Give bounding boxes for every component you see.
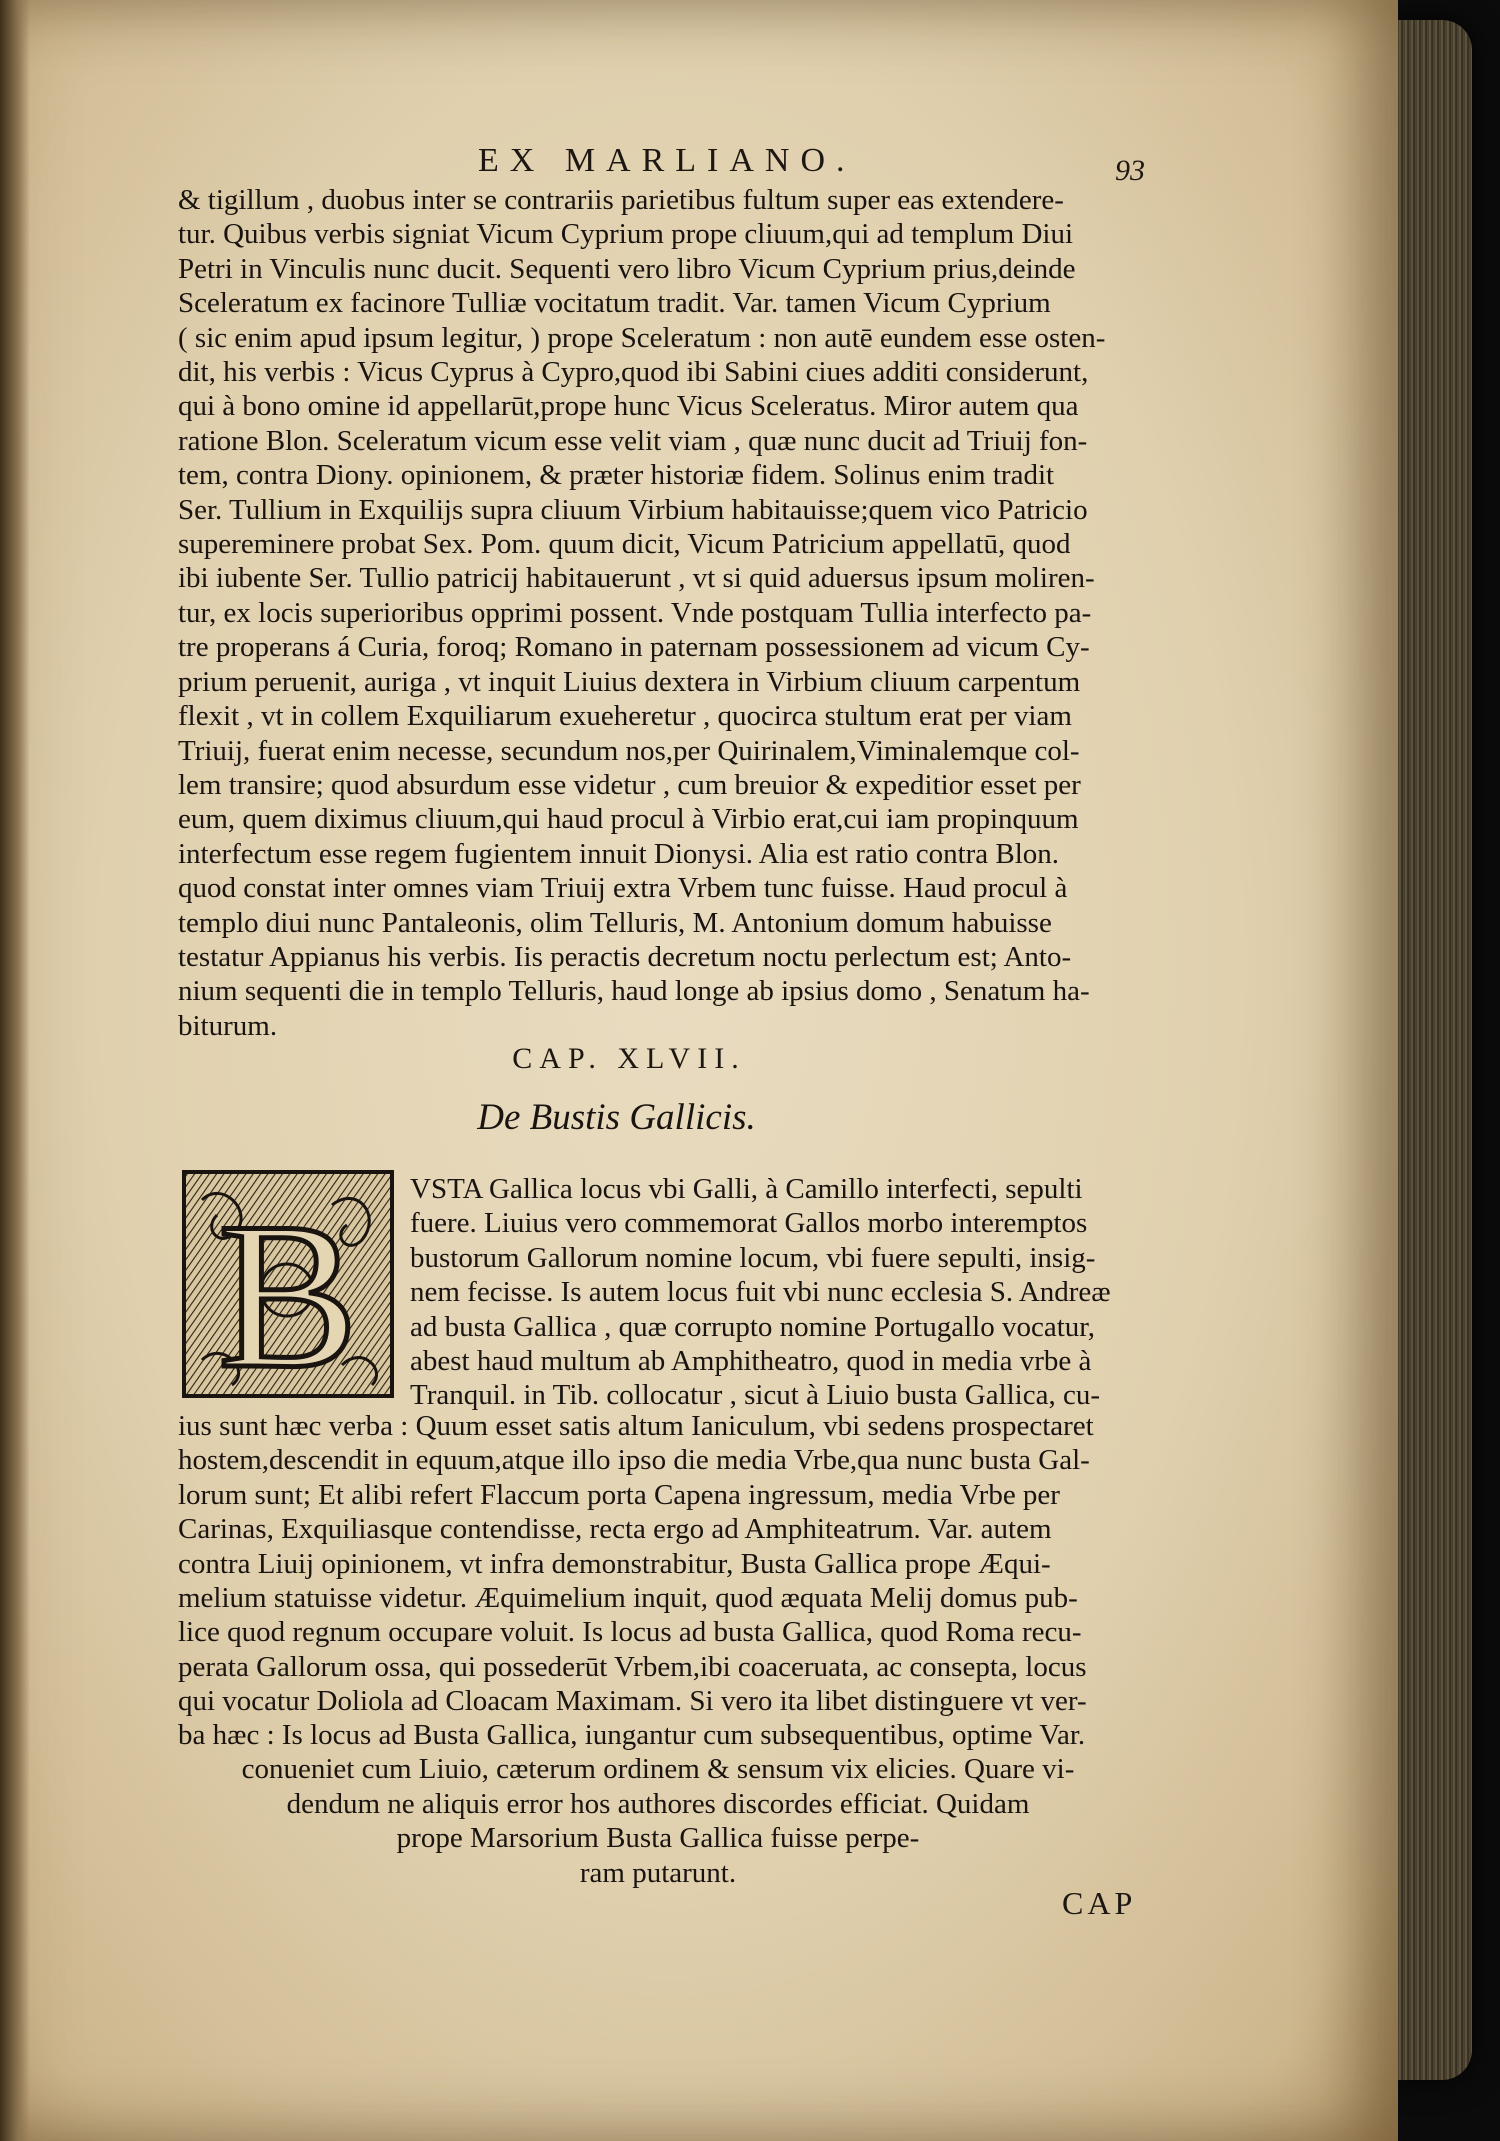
text-line: nem fecisse. Is autem locus fuit vbi nunc ecclesia S. Andreæ — [410, 1276, 1111, 1309]
text-line: tre properans á Curia, foroq; Romano in paternam possessionem ad vicum Cy- — [178, 631, 1090, 664]
text-line: eum, quem diximus cliuum,qui haud procul à Virbio erat,cui iam propinquum — [178, 803, 1079, 836]
catchword: CAP — [1062, 1885, 1137, 1921]
chapter-number: CAP. XLVII. — [512, 1042, 746, 1075]
text-line: qui à bono omine id appellarūt,prope hunc Vicus Sceleratus. Miror autem qua — [178, 390, 1079, 423]
text-line: tur, ex locis superioribus opprimi possent. Vnde postquam Tullia interfecto pa- — [178, 596, 1092, 629]
text-line: abest haud multum ab Amphitheatro, quod in media vrbe à — [410, 1345, 1092, 1378]
running-head: EX MARLIANO. — [478, 142, 856, 179]
text-line: biturum. — [178, 1009, 278, 1042]
text-line: ad busta Gallica , quæ corrupto nomine Portugallo vocatur, — [410, 1310, 1096, 1343]
text-line: & tigillum , duobus inter se contrariis parietibus fultum super eas extendere- — [178, 184, 1064, 216]
text-line: prope Marsorium Busta Gallica fuisse perpe- — [396, 1822, 920, 1855]
paragraph-2-tail — [178, 1718, 1138, 1890]
text-line: Tranquil. in Tib. collocatur , sicut à Liuio busta Gallica, cu- — [410, 1379, 1101, 1412]
text-line: templo diui nunc Pantaleonis, olim Telluris, M. Antonium domum habuisse — [178, 906, 1052, 939]
paragraph-2-beside-initial — [410, 1172, 1140, 1413]
text-line: dendum ne aliquis error hos authores discordes efficiat. Quidam — [286, 1787, 1030, 1820]
text-line: Sceleratum ex facinore Tulliæ vocitatum tradit. Var. tamen Vicum Cyprium — [178, 287, 1051, 320]
text-line: interfectum esse regem fugientem innuit Dionysi. Alia est ratio contra Blon. — [178, 837, 1060, 870]
text-line: flexit , vt in collem Exquiliarum exueheretur , quocirca stultum erat per viam — [178, 700, 1072, 733]
text-line: quod constat inter omnes viam Triuij extra Vrbem tunc fuisse. Haud procul à — [178, 872, 1068, 905]
page-header — [0, 142, 1398, 187]
text-line: Ser. Tullium in Exquilijs supra cliuum Virbium habitauisse;quem vico Patricio — [178, 493, 1088, 526]
text-line: nium sequenti die in templo Telluris, haud longe ab ipsius domo , Senatum ha- — [178, 975, 1090, 1008]
text-line: bustorum Gallorum nomine locum, vbi fuere sepulti, insig- — [410, 1241, 1096, 1274]
text-line: dit, his verbis : Vicus Cyprus à Cypro,quod ibi Sabini ciues additi considerunt, — [178, 356, 1089, 389]
text-line: Triuij, fuerat enim necesse, secundum nos,per Quirinalem,Viminalemque col- — [178, 734, 1080, 767]
text-line: Petri in Vinculis nunc ducit. Sequenti vero libro Vicum Cyprium prius,deinde — [178, 252, 1076, 285]
text-line: ba hæc : Is locus ad Busta Gallica, iungantur cum subsequentibus, optime Var. — [178, 1719, 1086, 1751]
text-line: melium statuisse videtur. Æquimelium inquit, quod æquata Melij domus pub- — [178, 1582, 1078, 1615]
chapter-title-wrap — [0, 1096, 1398, 1139]
drop-cap-letter: B — [217, 1180, 359, 1398]
chapter-heading — [0, 1042, 1398, 1076]
text-line: ius sunt hæc verba : Quum esset satis altum Ianiculum, vbi sedens prospectaret — [178, 1410, 1094, 1442]
text-line: tem, contra Diony. opinionem, & præter historiæ fidem. Solinus enim tradit — [178, 459, 1055, 492]
text-line: testatur Appianus his verbis. Iis peractis decretum noctu perlectum est; Anto- — [178, 940, 1072, 973]
text-line: fuere. Liuius vero commemorat Gallos morbo interemptos — [410, 1207, 1088, 1240]
paragraph-2-full — [178, 1409, 1138, 1719]
text-line: lem transire; quod absurdum esse videtur , cum breuior & expeditior esset per — [178, 768, 1081, 801]
text-line: lorum sunt; Et alibi refert Flaccum porta Capena ingressum, media Vrbe per — [178, 1478, 1060, 1511]
text-line: ibi iubente Ser. Tullio patricij habitauerunt , vt si quid aduersus ipsum moliren- — [178, 562, 1095, 595]
text-line: supereminere probat Sex. Pom. quum dicit, Vicum Patricium appellatū, quod — [178, 528, 1071, 561]
paragraph-1 — [178, 183, 1138, 1043]
text-line: conueniet cum Liuio, cæterum ordinem & sensum vix elicies. Quare vi- — [241, 1753, 1075, 1786]
text-line: VSTA Gallica locus vbi Galli, à Camillo interfecti, sepulti — [410, 1173, 1083, 1205]
chapter-title: De Bustis Gallicis. — [477, 1097, 756, 1138]
text-line: contra Liuij opinionem, vt infra demonstrabitur, Busta Gallica prope Æqui- — [178, 1547, 1051, 1580]
text-line: tur. Quibus verbis signiat Vicum Cyprium prope cliuum,qui ad templum Diui — [178, 218, 1074, 251]
text-line: Carinas, Exquiliasque contendisse, recta ergo ad Amphiteatrum. Var. autem — [178, 1513, 1052, 1546]
text-line: ratione Blon. Sceleratum vicum esse velit viam , quæ nunc ducit ad Triuij fon- — [178, 424, 1088, 457]
text-line: ram putarunt. — [579, 1856, 737, 1889]
text-line: prium peruenit, auriga , vt inquit Liuius dextera in Virbium cliuum carpentum — [178, 665, 1081, 698]
text-line: qui vocatur Doliola ad Cloacam Maximam. Si vero ita libet distinguere vt ver- — [178, 1685, 1087, 1718]
page-edges — [1392, 20, 1472, 2080]
text-line: perata Gallorum ossa, qui possederūt Vrbem,ibi coaceruata, ac consepta, locus — [178, 1650, 1087, 1683]
page-number: 93 — [1115, 154, 1145, 187]
text-line: lice quod regnum occupare voluit. Is locus ad busta Gallica, quod Roma recu- — [178, 1616, 1082, 1649]
decorated-initial-icon — [182, 1170, 394, 1398]
text-line: ( sic enim apud ipsum legitur, ) prope Sceleratum : non autē eundem esse osten- — [178, 321, 1106, 354]
text-line: hostem,descendit in equum,atque illo ipso die media Vrbe,qua nunc busta Gal- — [178, 1444, 1090, 1477]
